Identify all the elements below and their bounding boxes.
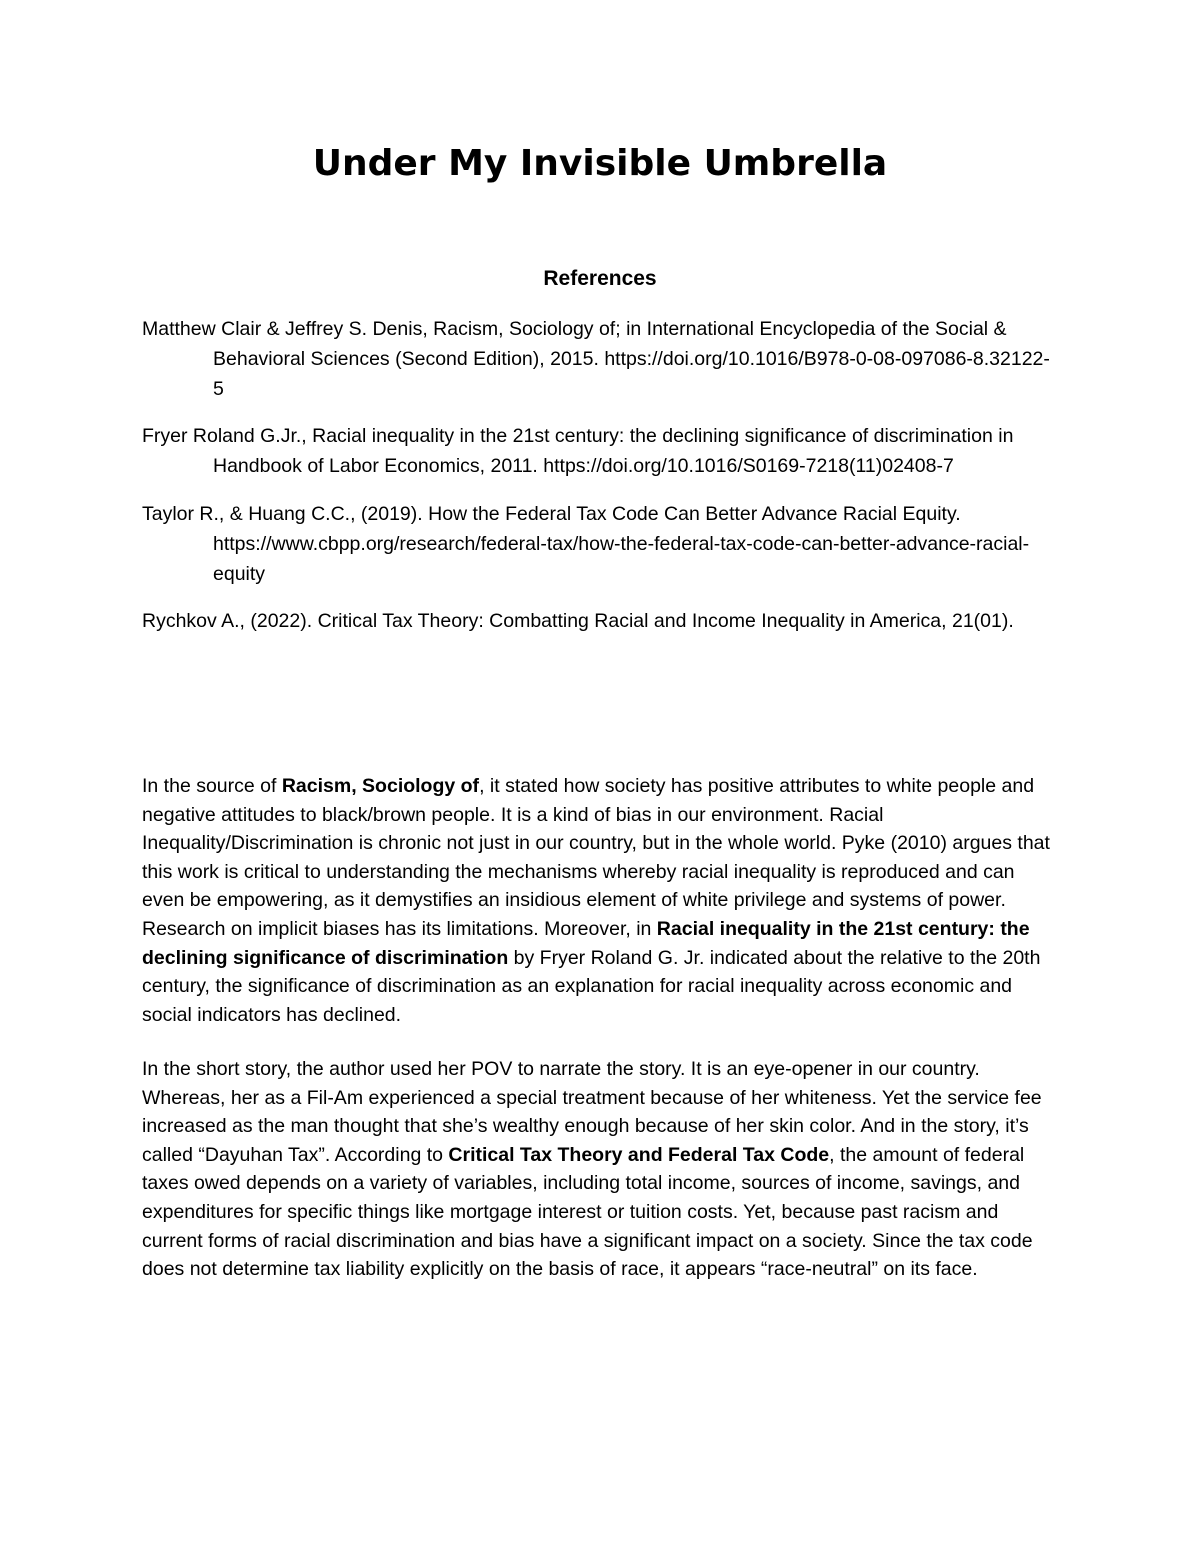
paragraph-1-text-2: , it stated how society has positive attributes to white people and negative attitudes to black/brown people. It is a kind of bias in our environment. Racial Inequality/Discrimination is chronic not just in our country, but in the whole world. Pyke (2010) argues that this work is critical to understanding the mechanisms whereby racial inequality is reproduced and can even be empowering, as it demystifies an insidious element of white privilege and systems of power. Research on implicit biases has its limitations. Moreover, in: [142, 775, 1050, 940]
references-heading: References: [543, 267, 657, 290]
document-title: Under My Invisible Umbrella: [312, 143, 888, 184]
paragraph-1-bold-source-1: Racism, Sociology of: [281, 775, 480, 797]
paragraph-1-text-3: by Fryer Roland G. Jr. indicated about the relative to the 20th century, the significance of discrimination as an explanation for racial inequality across economic and social indicators has declined.: [142, 946, 1041, 1026]
body-paragraph-2: [142, 1055, 1060, 1284]
paragraph-1-bold-source-2: Racial inequality in the 21st century: the declining significance of discrimination: [142, 917, 1030, 969]
paragraph-1-text-1: In the source of: [142, 775, 282, 797]
reference-entry-3: Taylor R., & Huang C.C., (2019). How the Federal Tax Code Can Better Advance Racial Equity. https://www.cbpp.org/research/federal-tax/how-the-federal-tax-code-can-better-advance-racial-equity: [142, 503, 1030, 585]
reference-entry-1: Matthew Clair & Jeffrey S. Denis, Racism, Sociology of; in International Encyclopedia of the Social & Behavioral Sciences (Second Edition), 2015. https://doi.org/10.1016/B978-0-08-097086-8.32122-5: [142, 318, 1050, 400]
paragraph-2-text-1: In the short story, the author used her POV to narrate the story. It is an eye-opener in our country. Whereas, her as a Fil-Am experienced a special treatment because of her whiteness. Yet the service fee increased as the man thought that she’s wealthy enough because of her skin color. And in the story, it’s called “Dayuhan Tax”. According to: [142, 1058, 1042, 1166]
reference-entry-4: Rychkov A., (2022). Critical Tax Theory: Combatting Racial and Income Inequality in America, 21(01).: [142, 610, 1014, 632]
references-list: [142, 314, 1060, 653]
paragraph-2-bold-source: Critical Tax Theory and Federal Tax Code: [448, 1143, 830, 1166]
reference-entry-2: Fryer Roland G.Jr., Racial inequality in the 21st century: the declining significance of discrimination in Handbook of Labor Economics, 2011. https://doi.org/10.1016/S0169-7218(11)02408-7: [142, 425, 1014, 477]
body-paragraph-1: [142, 772, 1060, 1029]
paragraph-2-text-2: , the amount of federal taxes owed depends on a variety of variables, including total income, sources of income, savings, and expenditures for specific things like mortgage interest or tuition costs. Yet, because past racism and current forms of racial discrimination and bias have a significant impact on a society. Since the tax code does not determine tax liability explicitly on the basis of race, it appears “race-neutral” on its face.: [142, 1143, 1033, 1281]
